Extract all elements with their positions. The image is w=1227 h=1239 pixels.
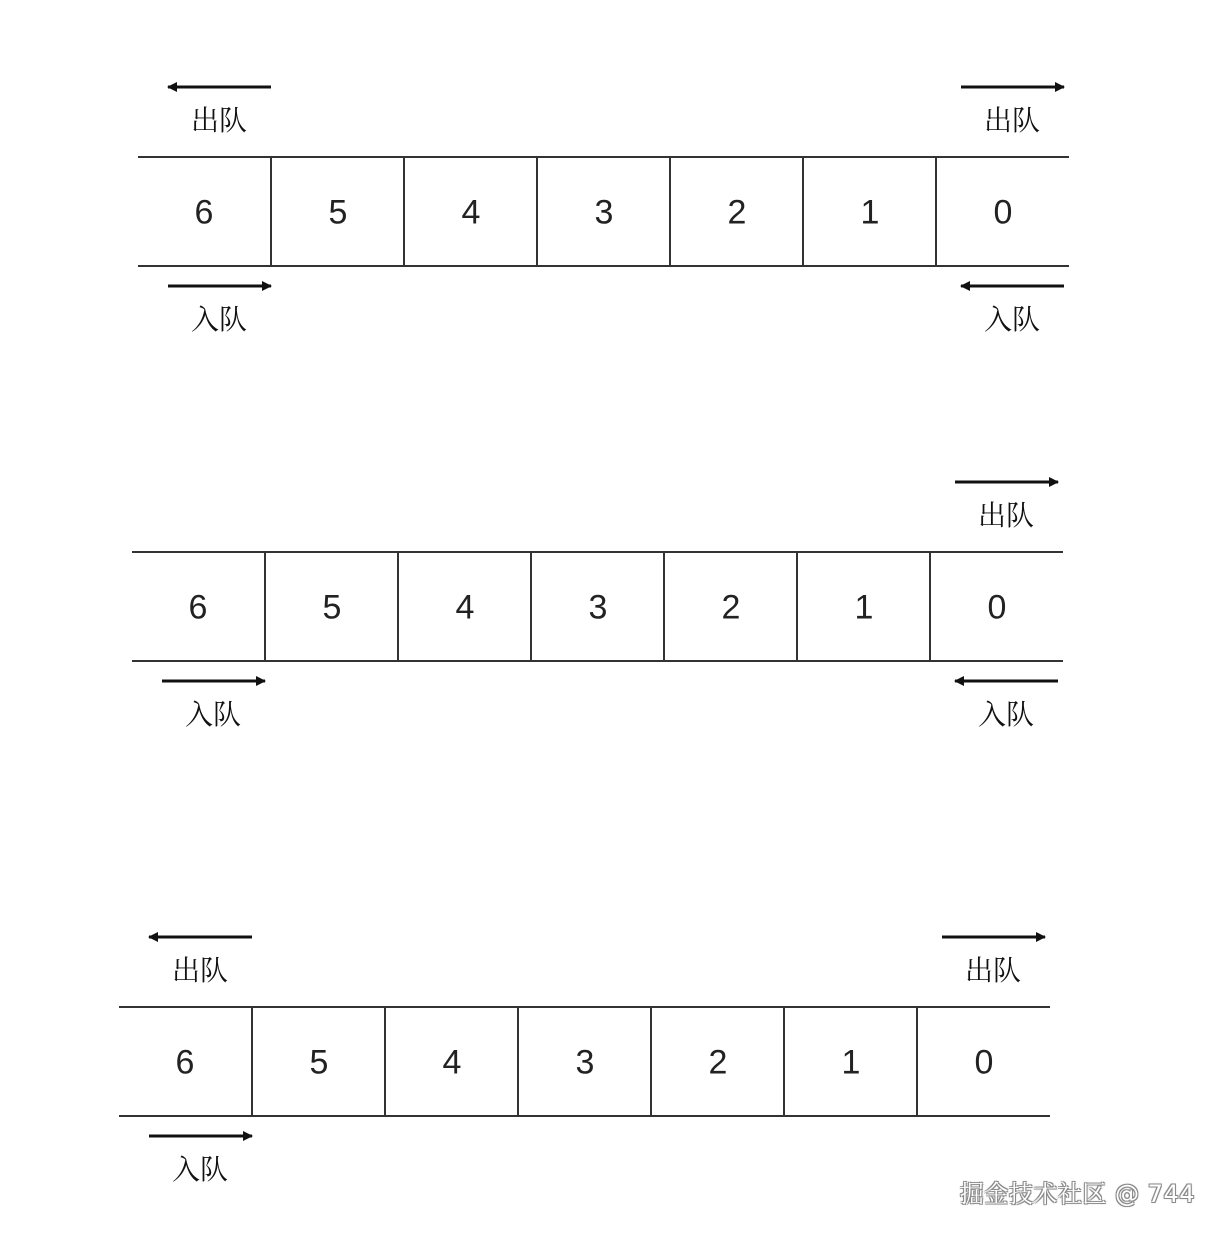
queue-cell: 3	[575, 1043, 595, 1082]
queue-cell: 0	[987, 588, 1007, 627]
right-enqueue-label: 入队	[983, 303, 1041, 336]
queue-cell: 2	[708, 1043, 728, 1082]
queue-cell: 5	[309, 1043, 329, 1082]
deque-panel-2	[132, 482, 1063, 731]
queue-cell: 0	[974, 1043, 994, 1082]
right-dequeue-label: 出队	[977, 499, 1035, 532]
queue-cell: 5	[328, 193, 348, 232]
left-enqueue-label: 入队	[184, 698, 242, 731]
queue-cell: 1	[854, 588, 874, 627]
queue-cell: 1	[860, 193, 880, 232]
queue-cell: 4	[455, 588, 475, 627]
queue-cell: 5	[322, 588, 342, 627]
right-enqueue-label: 入队	[977, 698, 1035, 731]
queue-cell: 0	[993, 193, 1013, 232]
queue-cell: 2	[727, 193, 747, 232]
queue-cell: 3	[588, 588, 608, 627]
queue-cell: 6	[175, 1043, 195, 1082]
queue-cell: 2	[721, 588, 741, 627]
right-dequeue-label: 出队	[964, 954, 1022, 987]
left-dequeue-label: 出队	[190, 104, 248, 137]
left-enqueue-label: 入队	[190, 303, 248, 336]
queue-cell: 6	[194, 193, 214, 232]
queue-cell: 6	[188, 588, 208, 627]
deque-panel-3	[119, 937, 1050, 1186]
left-dequeue-label: 出队	[171, 954, 229, 987]
deque-panel-1	[138, 87, 1069, 336]
queue-cell: 4	[461, 193, 481, 232]
queue-cell: 4	[442, 1043, 462, 1082]
watermark: 掘金技术社区 @ 744	[959, 1180, 1195, 1208]
queue-cell: 1	[841, 1043, 861, 1082]
right-dequeue-label: 出队	[983, 104, 1041, 137]
queue-cell: 3	[594, 193, 614, 232]
left-enqueue-label: 入队	[171, 1153, 229, 1186]
